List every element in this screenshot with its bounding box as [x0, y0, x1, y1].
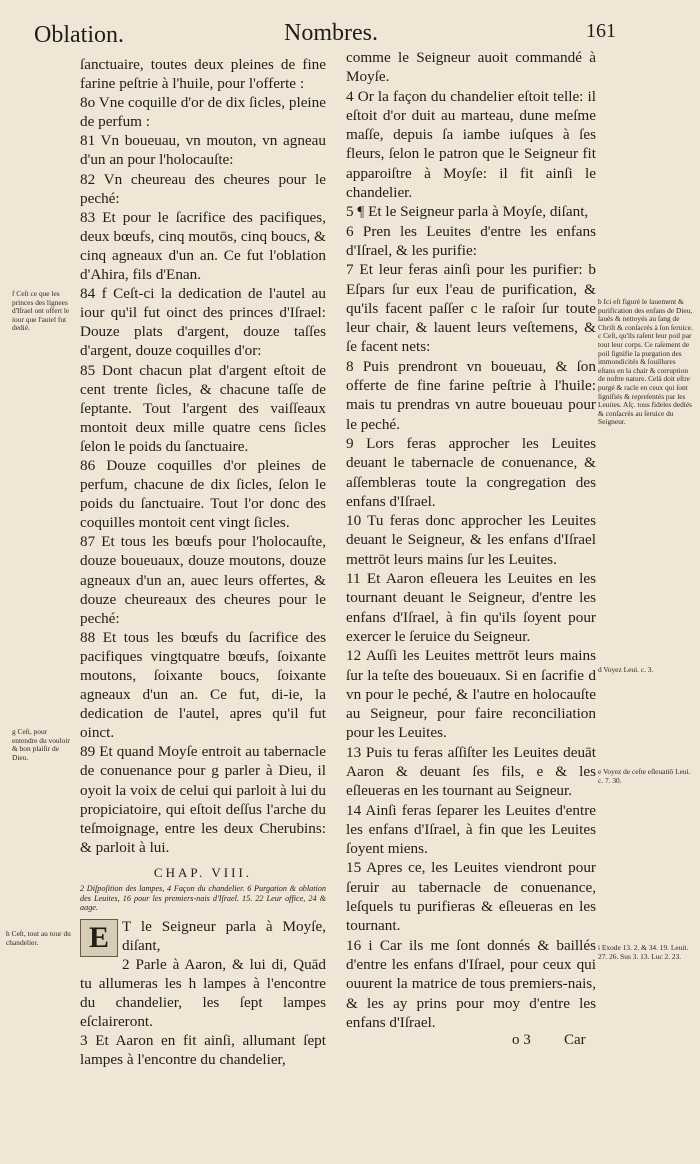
verse: 86 Douze coquilles d'or pleines de perfum, chacune de dix ſicles, ſelon le poids du ſanctuaire. Tout l'or donc des coquilles montoit cent vingt ſicles. [80, 456, 326, 532]
running-head-center: Nombres. [284, 20, 378, 46]
verse: 12 Auſſi les Leuites mettrōt leurs mains ſur la teſte des boueuaux. Si en ſacrifie d vn pour le peché, & l'autre en holocauſte au Seigneur, pour faire reconciliation pour les Leuites. [346, 647, 596, 742]
verse: 9 Lors feras approcher les Leuites deuant le tabernacle de conuenance, & aſſembleras toute la congregation des enfans d'Iſrael. [346, 434, 596, 510]
chapter-opening [80, 917, 326, 1070]
margin-note-g: g Ceſt, pour entendre du vouloir & bon plaiſir de Dieu. [12, 727, 70, 762]
right-text-column [346, 48, 596, 1032]
verse: 8o Vne coquille d'or de dix ſicles, pleine de perfum : [80, 94, 326, 131]
verse: 14 Ainſi feras ſeparer les Leuites d'entre les enfans d'Iſrael, à fin que les Leuites ſoyent miens. [346, 801, 596, 858]
margin-note-f: f Ceſt ce que les princes des lignees d'Iſrael ont offert le iour que l'autel fut dedié. [12, 289, 70, 333]
catchword: Car [564, 1032, 586, 1048]
margin-note-d: d Voyez Leui. c. 3. [598, 665, 654, 674]
verse: comme le Seigneur auoit commandé à Moyſe. [346, 49, 596, 86]
verse: 5 ¶ Et le Seigneur parla à Moyſe, diſant, [346, 203, 589, 221]
running-head-left: Oblation. [34, 22, 124, 48]
verse: T le Seigneur parla à Moyſe, diſant, [122, 917, 326, 954]
verse: 15 Apres ce, les Leuites viendront pour ſeruir au tabernacle de conuenance, leſquels tu purifieras & eſleueras en les tournant. [346, 859, 596, 935]
verse: 87 Et tous les bœufs pour l'holocauſte, douze boueuaux, douze moutons, douze agneaux d'un an, auec leurs offertes, & douze cheureaux des cheures pour le peché: [80, 533, 326, 627]
left-text-column [80, 55, 326, 1070]
verse: 2 Parle à Aaron, & lui di, Quād tu allumeras les h lampes à l'encontre du chandelier, les ſept lampes eſclaireront. [80, 956, 326, 1031]
verse: 7 Et leur feras ainſi pour les purifier: b Eſpars ſur eux l'eau de purification, & qu'ils facent paſſer c le raſoir ſur toute leur chair, & lauent leurs veſtemens, & ſe facent nets: [346, 261, 596, 356]
verse: ſanctuaire, toutes deux pleines de fine farine peſtrie à l'huile, pour l'offerte : [80, 56, 326, 93]
verse: 16 i Car ils me ſont donnés & baillés d'entre les enfans d'Iſrael, pour ceux qui ouurent la matrice de tous premiers-nais, & les ay prins pour moy d'entre les enfans d'Iſrael. [346, 936, 596, 1031]
verse: 88 Et tous les bœufs du ſacrifice des pacifiques vingtquatre bœufs, ſoixante moutons, ſoixante boucs, ſoixante agneaux d'un an. Ce fut, di-ie, la dedication de l'autel, apres qu'il fut oinct. [80, 628, 326, 742]
signature-mark: o 3 [512, 1032, 531, 1048]
margin-note-e: e Voyez de ceſte eſleuatiō Leui. c. 7. 30. [598, 767, 691, 785]
margin-note-h: h Ceſt, tout au tour du chandelier. [6, 929, 71, 947]
page-number: 161 [586, 20, 616, 42]
chapter-summary: 2 Diſpoſition des lampes, 4 Façon du chandelier. 6 Purgation & oblation des Leuites, 16 pour les premiers-nais d'Iſrael. 15. 22 Leur office, 24 & aage. [80, 884, 326, 913]
margin-note-i: i Exode 13. 2. & 34. 19. Leuit. 27. 26. Sus 3. 13. Luc 2. 23. [598, 943, 689, 961]
verse: 4 Or la façon du chandelier eſtoit telle: il eſtoit d'or duit au marteau, dune meſme maſſe, depuis ſa iambe iuſques à ſes fleurs, ſelon le patron que le Seigneur fit apparoiſtre à Moyſe: il fit ainſi le chandelier. [346, 87, 596, 202]
verse: 13 Puis tu feras aſſiſter les Leuites deuāt Aaron & deuant ſes fils, e & les eſleueras en les tournant au Seigneur. [346, 743, 596, 800]
verse: 89 Et quand Moyſe entroit au tabernacle de conuenance pour g parler à Dieu, il oyoit la voix de celui qui parloit à lui du propiciatoire, qui eſtoit deſſus l'arche du teſmoignage, entre les deux Cherubins: & parloit à lui. [80, 743, 326, 856]
verse: 8 Puis prendront vn boueuau, & ſon offerte de fine farine peſtrie à l'huile: mais tu prendras vn autre boueuau pour le peché. [346, 357, 596, 433]
verse: 85 Dont chacun plat d'argent eſtoit de cent trente ſicles, & chacune taſſe de ſeptante. Tout l'argent des vaiſſeaux montoit deux mille quatre cens ſicles ſelon le poids du ſanctuaire. [80, 361, 326, 455]
verse: 3 Et Aaron en fit ainſi, allumant ſept lampes à l'encontre du chandelier, [80, 1032, 326, 1069]
verse: 84 f Ceſt-ci la dedication de l'autel au iour qu'il fut oinct des princes d'Iſrael: Douze plats d'argent, douze taſſes d'argent, douze coquilles d'or: [80, 285, 326, 360]
verse: 10 Tu feras donc approcher les Leuites deuant le Seigneur, & les enfans d'Iſrael mettrōt leurs mains ſur les Leuites. [346, 512, 596, 568]
verse: 11 Et Aaron eſleuera les Leuites en les tournant deuant le Seigneur, d'entre les enfans d'Iſrael, à fin qu'ils ſoyent pour exercer le ſeruice du Seigneur. [346, 570, 596, 645]
verse: 6 Pren les Leuites d'entre les enfans d'Iſrael, & les purifie: [346, 222, 596, 259]
verse: 82 Vn cheureau des cheures pour le peché: [80, 170, 326, 207]
chapter-heading: CHAP. VIII. [153, 864, 253, 880]
drop-cap-initial: E [80, 919, 118, 957]
verse: 83 Et pour le ſacrifice des pacifiques, deux bœufs, cinq moutōs, cinq boucs, & cinq agneaux d'un an. Ce fut l'oblation d'Ahira, fils d'Enan. [80, 208, 326, 284]
margin-note-b: b Ici eſt figuré le lauement & purification des enfans de Dieu, laués & nettoyés au ſang de Chriſt & conſacrés à ſon ſeruice. c Ceſt, qu'ils raſent leur poil par tout leur corps. Ce raſement de poil ſignifie la purgation des immondicités & ſouillures eſtans en la chair & corruption de noſtre nature. Celà doit eſtre purgé & racle en ceux qui ſont ſignifiés & repreſentés par les Leuites. Aſç. tous fideles dediés & conſacrés au ſeruice du Seigneur. [598, 297, 693, 427]
verse: 81 Vn boueuau, vn mouton, vn agneau d'un an pour l'holocauſte: [80, 132, 326, 169]
